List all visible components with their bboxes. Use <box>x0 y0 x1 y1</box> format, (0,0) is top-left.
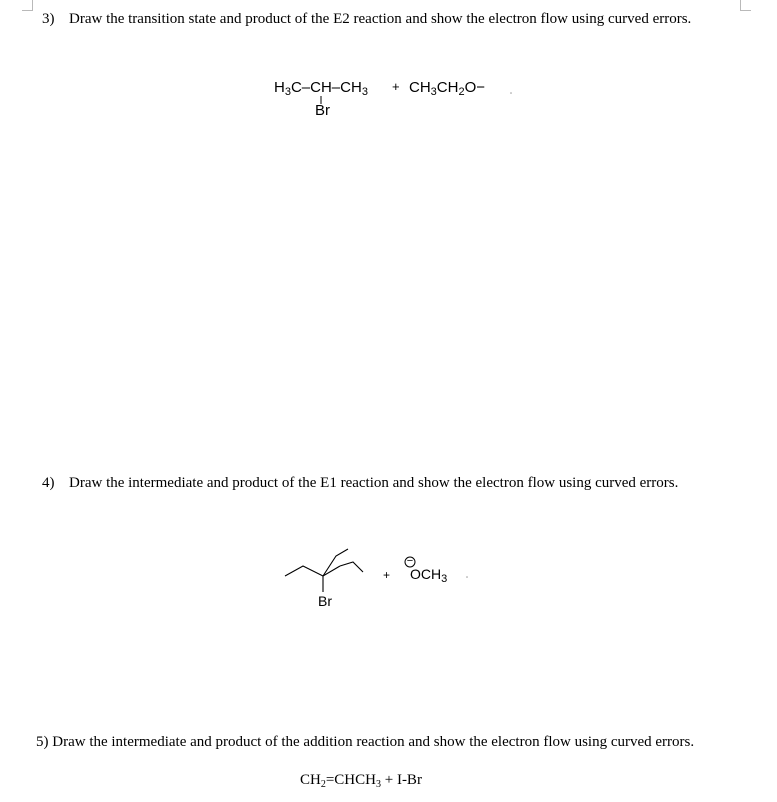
margin-corner-left <box>22 0 33 11</box>
question-3-text: Draw the transition state and product of the E2 reaction and show the electron flow using curved errors. <box>69 11 692 27</box>
q4-bromine: Br <box>318 593 332 609</box>
q4-right-branch <box>340 562 363 572</box>
question-5-text: Draw the intermediate and product of the addition reaction and show the electron flow using curved errors. <box>52 734 695 750</box>
q4-carbon-chain <box>285 566 340 576</box>
question-4 <box>42 474 742 514</box>
q5-reaction: $CH_2=CHCH_3 + I-Br$ <box>300 772 422 790</box>
q3-dot <box>510 92 513 95</box>
q3-plus: + <box>392 79 400 94</box>
q3-reactant: $H_3C-CH-CH_3$ <box>274 79 368 98</box>
q4-dot <box>466 576 469 579</box>
question-5-number: 5) <box>36 734 49 750</box>
question-4-text: Draw the intermediate and product of the E1 reaction and show the electron flow using curved errors. <box>69 475 679 491</box>
q4-methoxide: $OCH_3$ <box>410 566 448 585</box>
question-4-number: 4) <box>42 475 55 491</box>
q3-base: $CH_3CH_2O-$ <box>409 79 486 98</box>
question-3 <box>42 10 742 50</box>
question-3-number: 3) <box>42 11 55 27</box>
q4-upper-branch <box>323 549 348 576</box>
question-5 <box>36 733 742 773</box>
q4-plus: + <box>383 568 391 582</box>
q3-bromine: Br <box>315 102 330 119</box>
q4-negative-charge-sign: − <box>406 555 414 567</box>
q4-skeletal-structure <box>280 540 380 600</box>
